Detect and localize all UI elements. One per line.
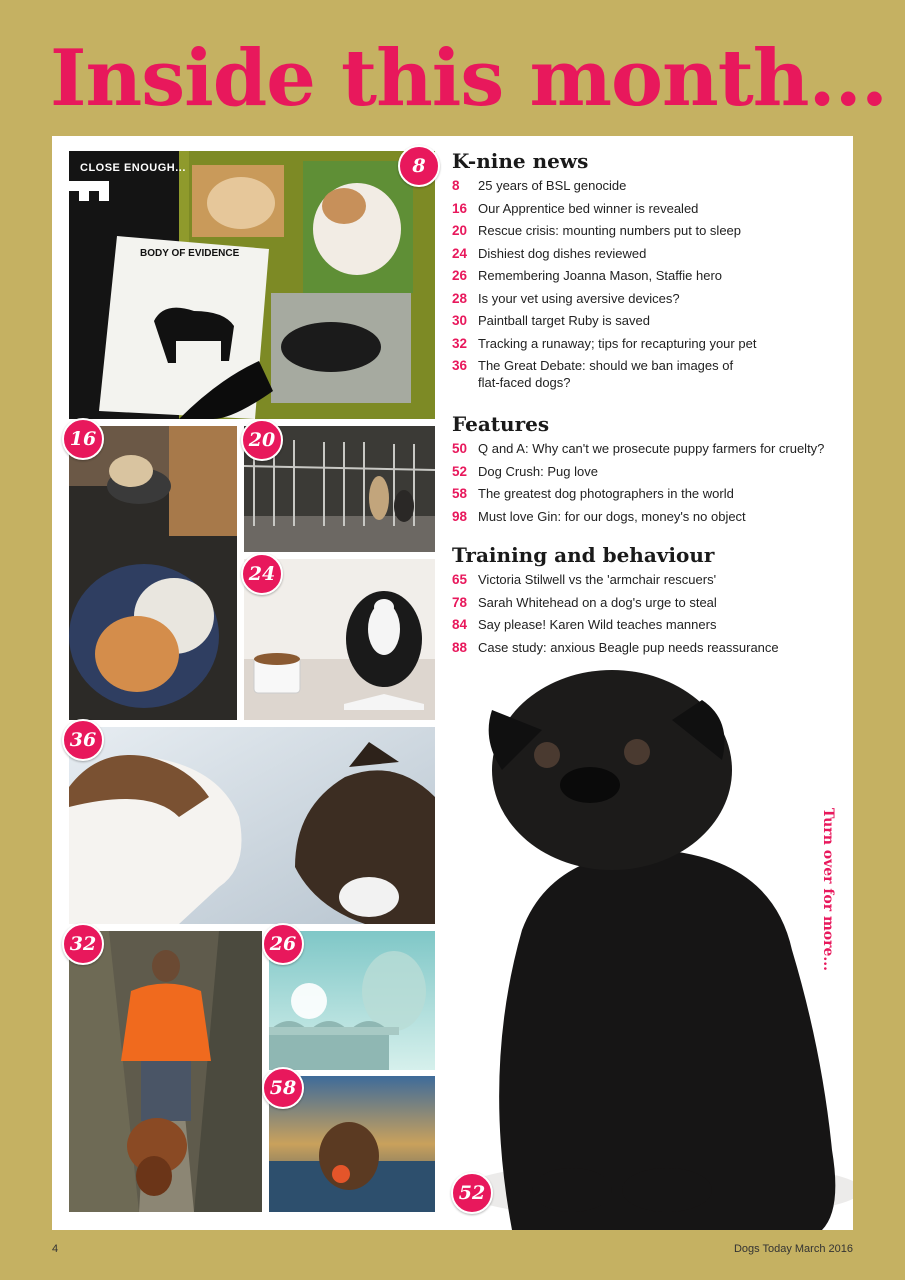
item-title: Sarah Whitehead on a dog's urge to steal xyxy=(478,594,717,610)
page-number: 26 xyxy=(452,268,468,283)
badge-page-36: 36 xyxy=(62,719,104,761)
page-number: 32 xyxy=(452,335,468,351)
item-title: The Great Debate: should we ban images of flat-faced dogs? xyxy=(478,358,734,390)
item-title: Tracking a runaway; tips for recapturing your pet xyxy=(478,335,757,351)
section-training-behaviour xyxy=(452,543,852,661)
item-title: Must love Gin: for our dogs, money's no object xyxy=(478,508,746,524)
footer-issue: Dogs Today March 2016 xyxy=(733,1243,853,1255)
page-number: 24 xyxy=(452,245,468,261)
footer-page-number: 4 xyxy=(52,1243,59,1255)
contents-item[interactable] xyxy=(452,639,852,656)
badge-page-26: 26 xyxy=(262,923,304,965)
contents-item[interactable] xyxy=(452,245,852,262)
contents-item[interactable] xyxy=(452,440,852,457)
page-number: 65 xyxy=(452,572,468,587)
item-title: Case study: anxious Beagle pup needs reassurance xyxy=(478,639,779,655)
badge-page-32: 32 xyxy=(62,923,104,965)
contents-item[interactable] xyxy=(452,571,852,588)
badge-page-16: 16 xyxy=(62,418,104,460)
contents-item[interactable] xyxy=(452,267,852,284)
item-title: Paintball target Ruby is saved xyxy=(478,313,650,328)
photo-caption-body-of-evidence: BODY OF EVIDENCE xyxy=(140,248,240,259)
section-heading: Training and behaviour xyxy=(452,543,715,567)
section-heading: Features xyxy=(452,412,550,436)
page-number: 58 xyxy=(452,486,468,501)
contents-item[interactable] xyxy=(452,594,852,611)
page-number: 88 xyxy=(452,639,468,655)
item-title: Dishiest dog dishes reviewed xyxy=(478,245,647,261)
page-number: 20 xyxy=(452,223,468,238)
item-title: Remembering Joanna Mason, Staffie hero xyxy=(478,268,723,283)
contents-item[interactable] xyxy=(452,200,852,217)
contents-item[interactable] xyxy=(452,177,852,194)
page-number: 52 xyxy=(452,463,468,479)
item-title: Q and A: Why can't we prosecute puppy farmers for cruelty? xyxy=(478,441,825,456)
photo-tracking-runaway xyxy=(69,931,262,1212)
photo-flat-faced-dogs xyxy=(69,727,435,924)
item-title: Our Apprentice bed winner is revealed xyxy=(478,200,699,216)
item-title: Dog Crush: Pug love xyxy=(478,463,598,479)
badge-page-8: 8 xyxy=(398,145,440,187)
photo-staffie-evidence xyxy=(69,151,435,419)
item-title: The greatest dog photographers in the world xyxy=(478,486,734,501)
badge-page-24: 24 xyxy=(241,553,283,595)
item-title: Victoria Stilwell vs the 'armchair rescuers' xyxy=(478,572,717,587)
section-k-nine-news xyxy=(452,149,852,397)
page-number: 50 xyxy=(452,441,468,456)
page-number: 30 xyxy=(452,313,468,328)
badge-page-52: 52 xyxy=(451,1172,493,1214)
page-number: 28 xyxy=(452,290,468,306)
page-number: 16 xyxy=(452,200,468,216)
contents-item[interactable] xyxy=(452,485,852,502)
item-title: Rescue crisis: mounting numbers put to sleep xyxy=(478,223,742,238)
photo-caption-close-enough: CLOSE ENOUGH... xyxy=(80,162,186,174)
page-title: Inside this month... xyxy=(50,33,887,124)
photo-pug-bed xyxy=(69,426,237,720)
contents-item[interactable] xyxy=(452,357,852,391)
contents-item[interactable] xyxy=(452,290,852,307)
page-number: 36 xyxy=(452,358,468,373)
page-number: 78 xyxy=(452,594,468,610)
contents-item[interactable] xyxy=(452,222,852,239)
section-features xyxy=(452,412,852,530)
photo-black-pug xyxy=(452,670,853,1230)
contents-item[interactable] xyxy=(452,312,852,329)
section-heading: K-nine news xyxy=(452,149,589,173)
page-number: 8 xyxy=(452,178,460,193)
badge-page-58: 58 xyxy=(262,1067,304,1109)
contents-item[interactable] xyxy=(452,616,852,633)
item-title: Say please! Karen Wild teaches manners xyxy=(478,617,717,632)
contents-item[interactable] xyxy=(452,508,852,525)
badge-page-20: 20 xyxy=(241,419,283,461)
page-number: 84 xyxy=(452,617,468,632)
item-title: 25 years of BSL genocide xyxy=(478,178,627,193)
contents-item[interactable] xyxy=(452,463,852,480)
contents-item[interactable] xyxy=(452,335,852,352)
turn-over-note: Turn over for more... xyxy=(820,808,836,972)
item-title: Is your vet using aversive devices? xyxy=(478,290,680,306)
page-number: 98 xyxy=(452,508,468,524)
